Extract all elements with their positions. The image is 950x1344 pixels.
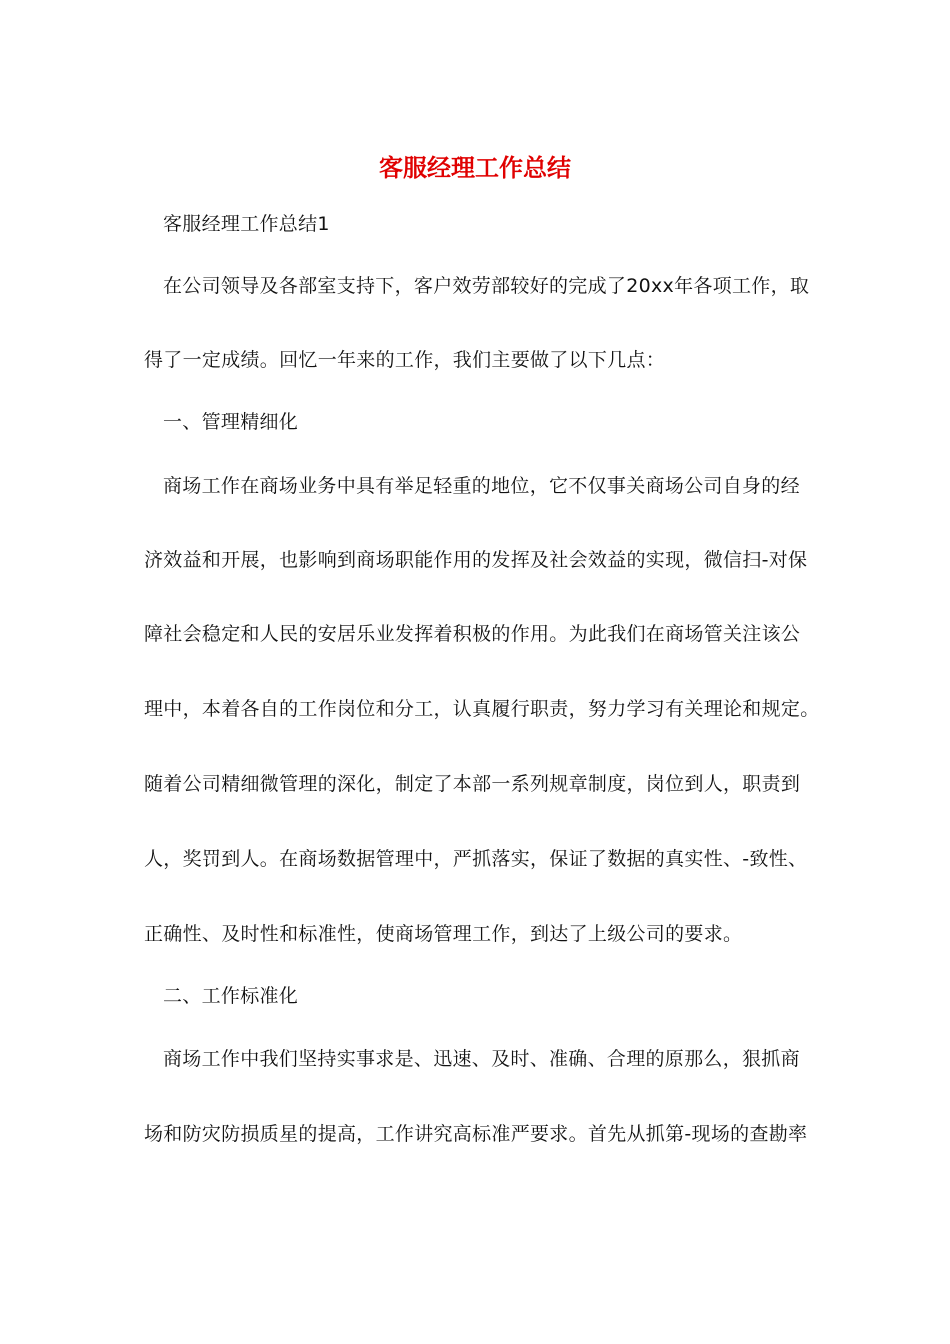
section-heading: 客服经理工作总结1 xyxy=(163,213,330,235)
document-title: 客服经理工作总结 xyxy=(379,153,571,182)
paragraph-line: 商场工作在商场业务中具有举足轻重的地位，它不仅事关商场公司自身的经 xyxy=(163,475,800,497)
paragraph-line: 理中，本着各自的工作岗位和分工，认真履行职责，努力学习有关理论和规定。 xyxy=(144,698,820,720)
paragraph-line: 正确性、及时性和标准性，使商场管理工作，到达了上级公司的要求。 xyxy=(144,923,743,945)
section-heading: 二、工作标准化 xyxy=(163,985,299,1007)
paragraph-line: 随着公司精细微管理的深化，制定了本部一系列规章制度，岗位到人，职责到 xyxy=(144,773,801,795)
paragraph-line: 场和防灾防损质星的提高，工作讲究高标准严要求。首先从抓第-现场的查勘率 xyxy=(144,1123,808,1145)
section-heading: 一、管理精细化 xyxy=(163,411,299,433)
paragraph-line: 济效益和开展，也影响到商场职能作用的发挥及社会效益的实现，微信扫-对保 xyxy=(144,549,808,571)
paragraph-line: 障社会稳定和人民的安居乐业发挥着积极的作用。为此我们在商场管关注该公 xyxy=(144,623,801,645)
paragraph-line: 商场工作中我们坚持实事求是、迅速、及时、准确、合理的原那么，狠抓商 xyxy=(163,1048,800,1070)
paragraph-line: 在公司领导及各部室支持下，客户效劳部较好的完成了20xx年各项工作，取 xyxy=(163,275,810,297)
paragraph-line: 人，奖罚到人。在商场数据管理中，严抓落实，保证了数据的真实性、-致性、 xyxy=(144,848,808,870)
paragraph-line: 得了一定成绩。回忆一年来的工作，我们主要做了以下几点： xyxy=(144,349,666,371)
